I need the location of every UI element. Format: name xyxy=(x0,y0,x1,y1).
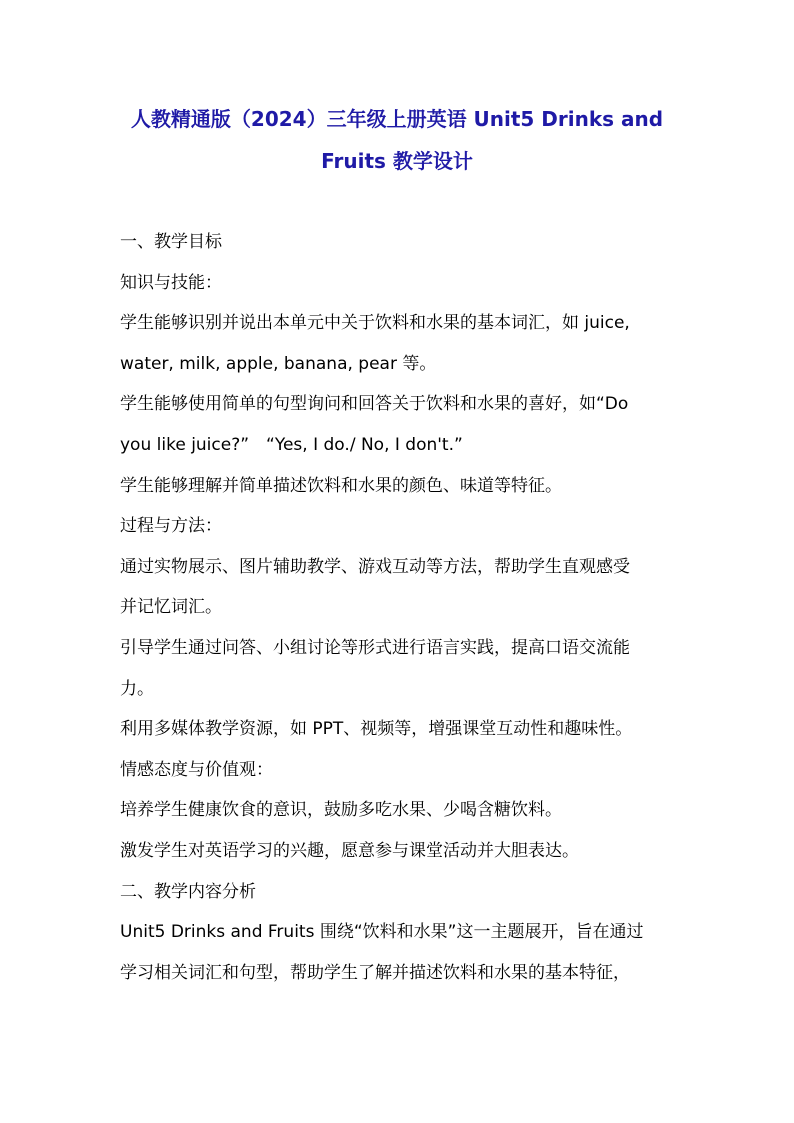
body-line: 并记忆词汇。 xyxy=(120,597,222,618)
document-title-line-2: Fruits 教学设计 xyxy=(321,149,473,173)
document-title xyxy=(100,98,694,182)
subheading-emotion-values: 情感态度与价值观： xyxy=(120,759,273,780)
body-line: 利用多媒体教学资源，如 PPT、视频等，增强课堂互动性和趣味性。 xyxy=(120,719,633,740)
body-line: 学生能够使用简单的句型询问和回答关于饮料和水果的喜好，如“Do xyxy=(120,394,629,415)
body-line: 激发学生对英语学习的兴趣，愿意参与课堂活动并大胆表达。 xyxy=(120,840,579,861)
body-line: water, milk, apple, banana, pear 等。 xyxy=(120,353,437,374)
body-line: 力。 xyxy=(120,678,154,699)
body-line: Unit5 Drinks and Fruits 围绕“饮料和水果”这一主题展开，旨在通过 xyxy=(120,922,644,943)
document-body xyxy=(120,222,680,993)
body-line: 学生能够理解并简单描述饮料和水果的颜色、味道等特征。 xyxy=(120,475,562,496)
body-line: 学习相关词汇和句型，帮助学生了解并描述饮料和水果的基本特征， xyxy=(120,962,630,983)
section-heading-objectives: 一、教学目标 xyxy=(120,232,222,252)
body-line: you like juice?” “Yes, I do./ No, I don't.” xyxy=(120,434,463,455)
body-line: 培养学生健康饮食的意识，鼓励多吃水果、少喝含糖饮料。 xyxy=(120,800,562,821)
subheading-process-methods: 过程与方法： xyxy=(120,516,222,537)
document-title-line-1: 人教精通版（2024）三年级上册英语 Unit5 Drinks and xyxy=(130,107,664,131)
subheading-knowledge-skills: 知识与技能： xyxy=(120,272,222,293)
section-heading-content-analysis: 二、教学内容分析 xyxy=(120,881,256,902)
body-line: 通过实物展示、图片辅助教学、游戏互动等方法，帮助学生直观感受 xyxy=(120,556,630,577)
body-line: 学生能够识别并说出本单元中关于饮料和水果的基本词汇，如 juice, xyxy=(120,313,630,334)
body-line: 引导学生通过问答、小组讨论等形式进行语言实践，提高口语交流能 xyxy=(120,637,630,658)
